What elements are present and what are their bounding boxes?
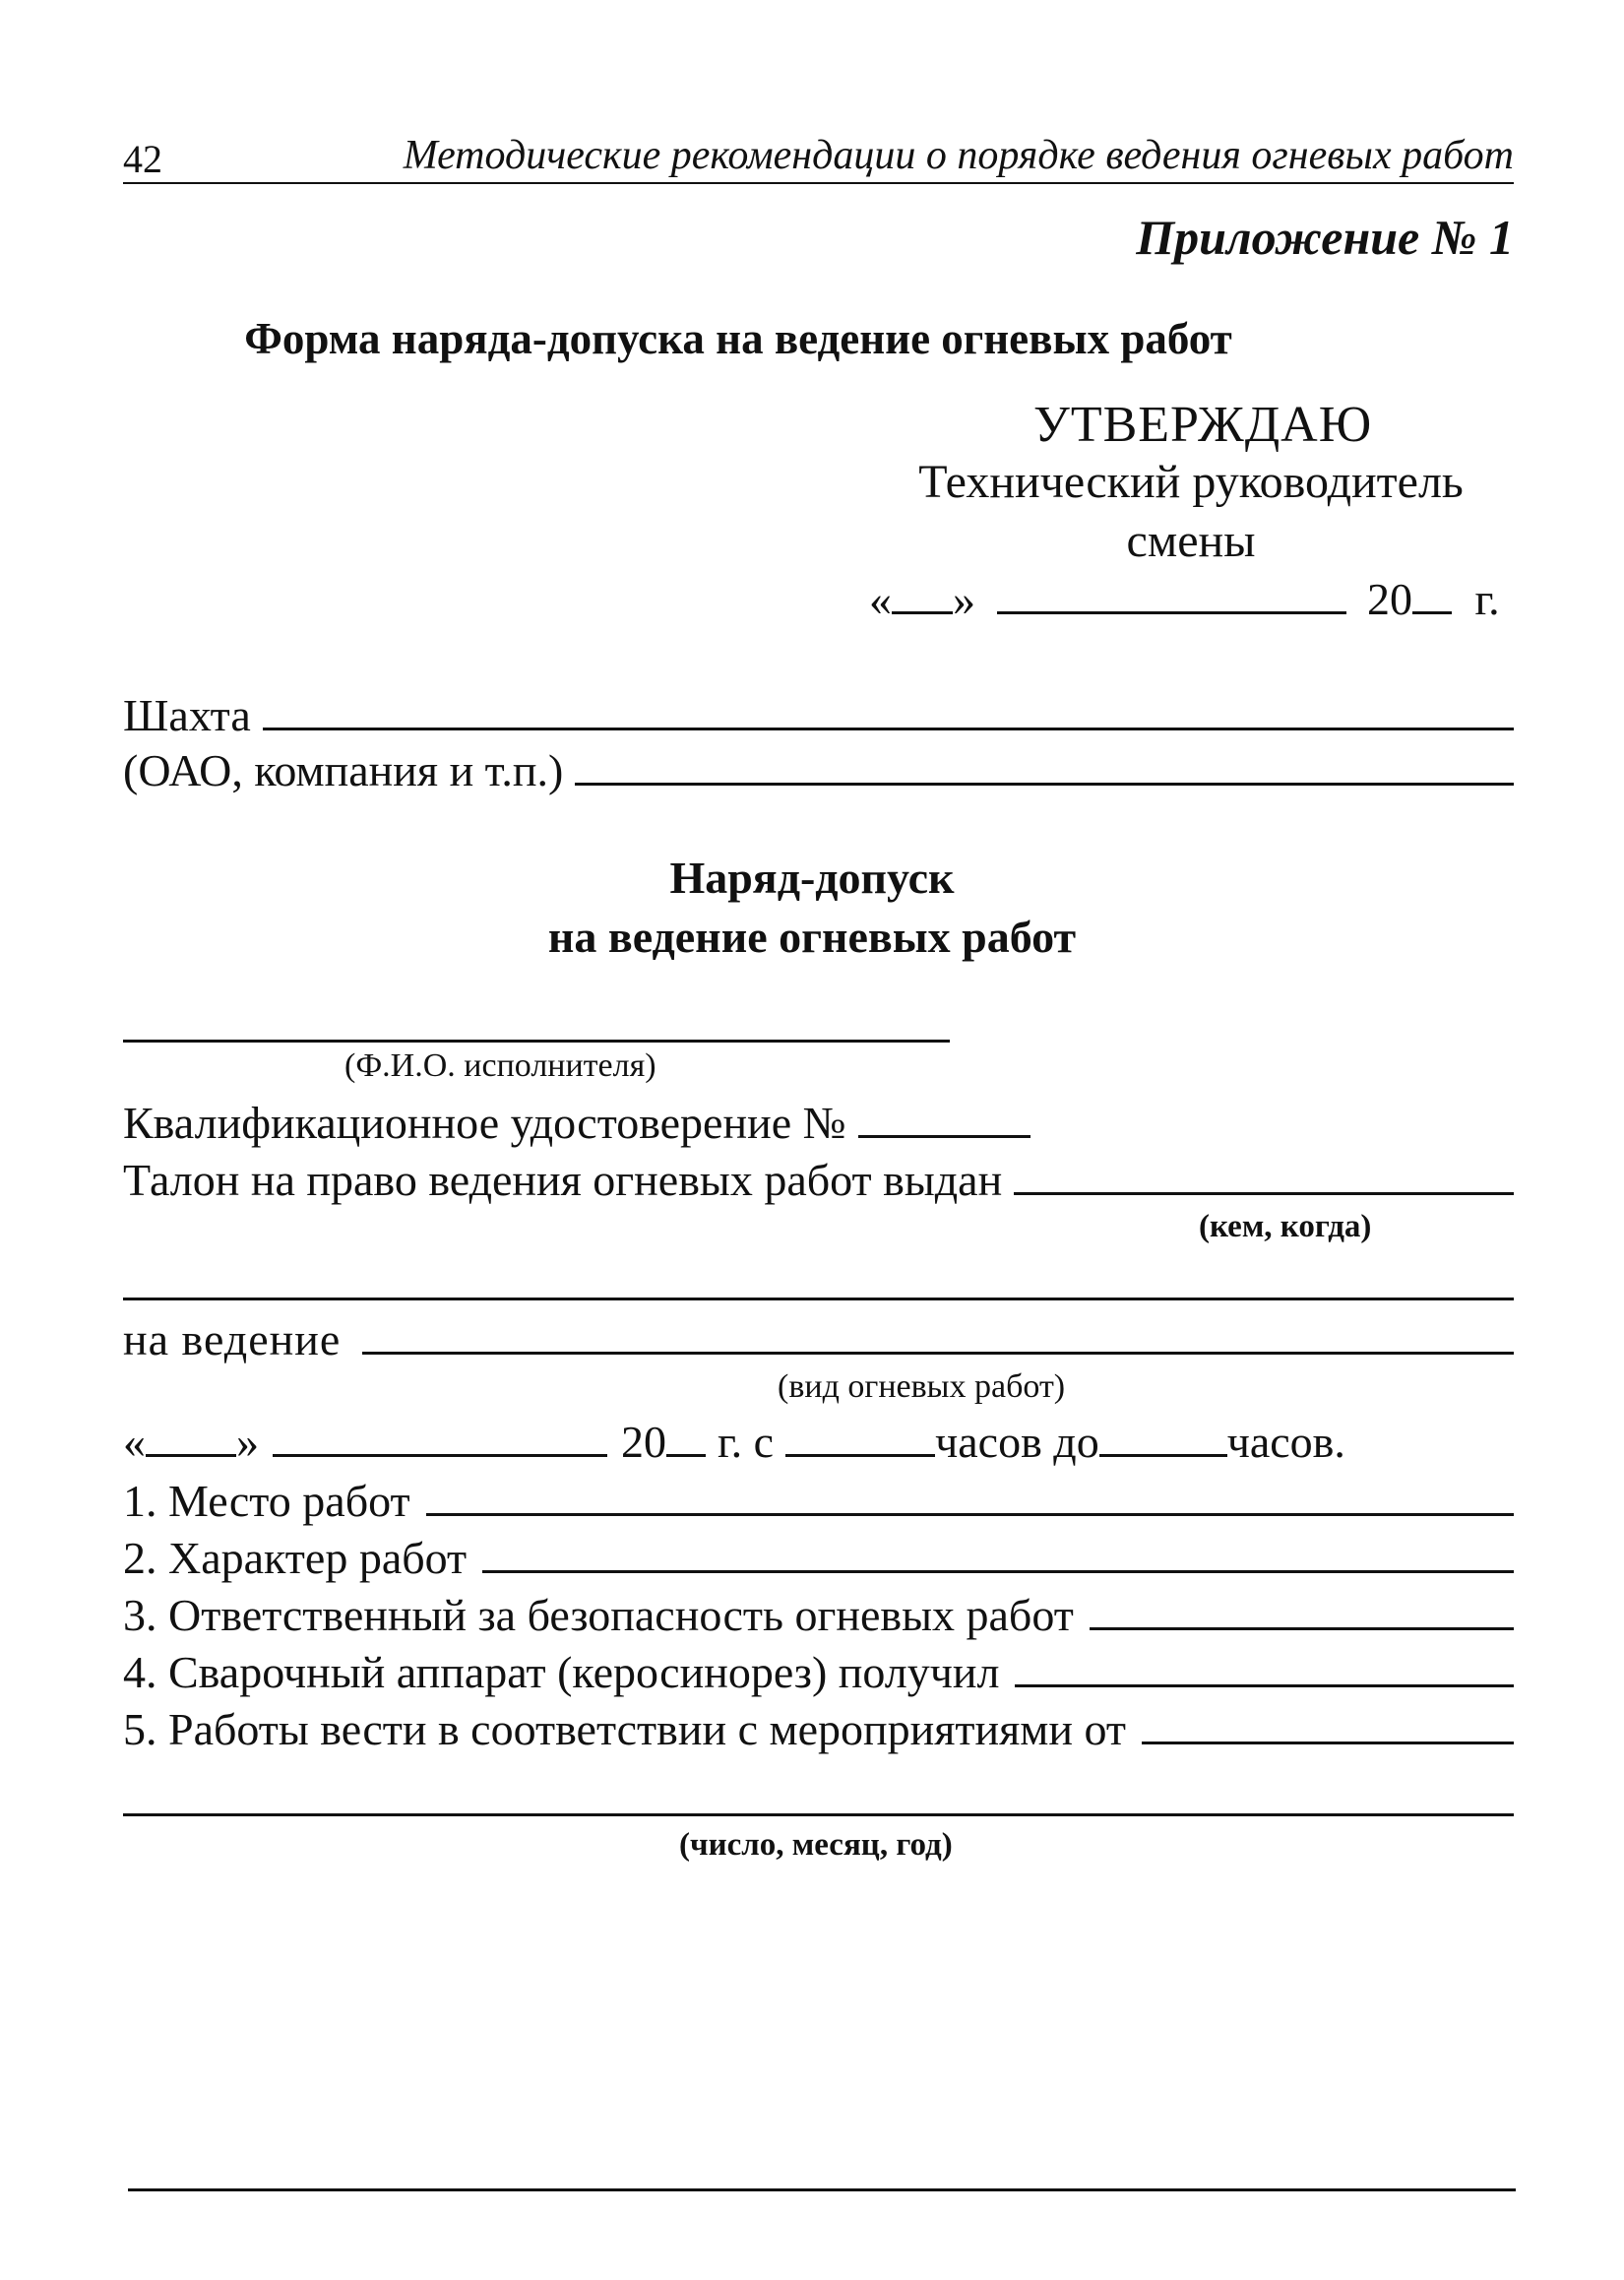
item-work-character — [123, 1530, 1514, 1584]
quote-open: « — [123, 1417, 146, 1468]
day-blank[interactable] — [892, 571, 953, 614]
item-measures — [123, 1701, 1514, 1755]
footer-divider — [128, 2188, 1516, 2191]
measures-date-field[interactable] — [1142, 1701, 1514, 1744]
mine-row — [123, 687, 1514, 741]
year-blank[interactable] — [1412, 571, 1452, 614]
hours-from-field[interactable] — [785, 1414, 935, 1457]
mine-label: Шахта — [123, 690, 251, 741]
page-number: 42 — [123, 137, 162, 181]
hours-to-field[interactable] — [1099, 1414, 1227, 1457]
period-from-label: г. с — [718, 1417, 775, 1468]
item-welding-apparatus — [123, 1644, 1514, 1698]
month-blank[interactable] — [997, 571, 1346, 614]
period-day-field[interactable] — [146, 1414, 236, 1457]
approval-position-2: смены — [1126, 515, 1256, 567]
hours-end-label: часов. — [1226, 1417, 1345, 1468]
item-label: 4. Сварочный аппарат (керосинорез) получил — [123, 1647, 1000, 1698]
item-label: 3. Ответственный за безопасность огневых работ — [123, 1590, 1074, 1641]
item-label: 5. Работы вести в соответствии с мероприятиями от — [123, 1704, 1127, 1755]
approval-heading: УТВЕРЖДАЮ — [1033, 397, 1373, 453]
period-month-field[interactable] — [273, 1414, 607, 1457]
item-label: 1. Место работ — [123, 1476, 410, 1527]
work-character-field[interactable] — [482, 1530, 1514, 1573]
company-row — [123, 742, 1514, 796]
certificate-number-field[interactable] — [858, 1095, 1031, 1138]
responsible-field[interactable] — [1090, 1587, 1514, 1630]
running-title: Методические рекомендации о порядке ведения огневых работ — [403, 133, 1514, 178]
welding-apparatus-field[interactable] — [1015, 1644, 1514, 1687]
work-place-field[interactable] — [426, 1473, 1514, 1516]
talon-row — [123, 1152, 1514, 1206]
approval-position: Технический руководитель — [918, 456, 1464, 508]
header-divider — [123, 182, 1514, 184]
year-prefix: 20 — [1367, 574, 1412, 625]
item-responsible — [123, 1587, 1514, 1641]
period-row — [123, 1414, 1345, 1468]
work-type-label: на ведение — [123, 1314, 342, 1365]
performer-name-hint: (Ф.И.О. исполнителя) — [344, 1047, 656, 1084]
quote-open: « — [869, 574, 892, 625]
approval-date — [869, 571, 1500, 625]
period-year-prefix: 20 — [621, 1417, 666, 1468]
mine-field[interactable] — [263, 687, 1514, 730]
performer-name-field[interactable] — [123, 1040, 950, 1043]
item-label: 2. Характер работ — [123, 1533, 468, 1584]
hours-to-label: часов до — [935, 1417, 1099, 1468]
work-type-field[interactable] — [362, 1311, 1514, 1355]
talon-hint: (кем, когда) — [1199, 1209, 1372, 1244]
document-title: Наряд-допуск — [669, 853, 955, 903]
quote-close: » — [953, 574, 975, 625]
appendix-label: Приложение № 1 — [1136, 210, 1514, 265]
talon-continuation-field[interactable] — [123, 1298, 1514, 1300]
talon-label: Талон на право ведения огневых работ выдан — [123, 1155, 1003, 1206]
document-subtitle: на ведение огневых работ — [547, 912, 1077, 962]
company-label: (ОАО, компания и т.п.) — [123, 745, 564, 796]
work-type-hint: (вид огневых работ) — [778, 1368, 1066, 1405]
certificate-label: Квалификационное удостоверение № — [123, 1098, 846, 1149]
form-title: Форма наряда-допуска на ведение огневых работ — [244, 314, 1232, 363]
work-type-row — [123, 1311, 1514, 1365]
quote-close: » — [236, 1417, 259, 1468]
period-year-field[interactable] — [666, 1414, 706, 1457]
year-suffix: г. — [1474, 574, 1500, 625]
certificate-row — [123, 1095, 1031, 1149]
measures-continuation-field[interactable] — [123, 1813, 1514, 1816]
talon-field[interactable] — [1014, 1152, 1514, 1195]
company-field[interactable] — [575, 742, 1514, 786]
date-hint: (число, месяц, год) — [679, 1827, 953, 1863]
item-work-place — [123, 1473, 1514, 1527]
